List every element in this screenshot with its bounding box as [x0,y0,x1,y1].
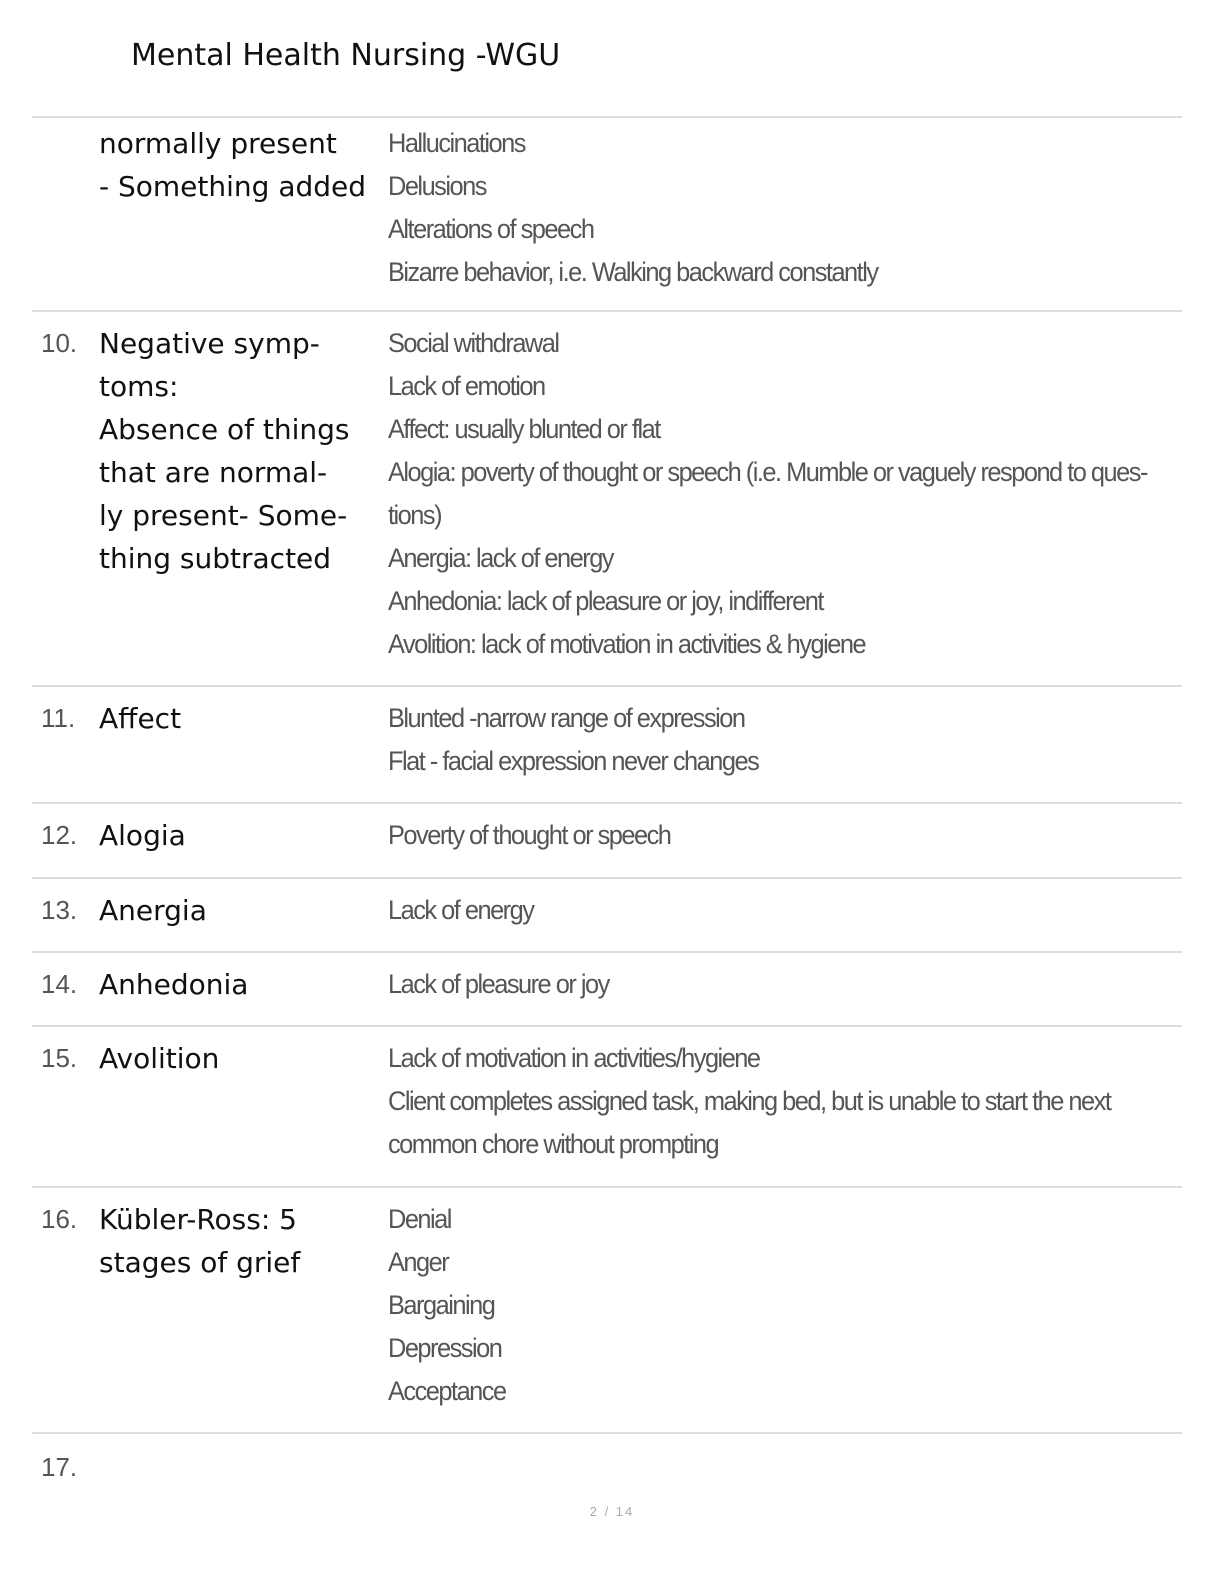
term-line: Anhedonia [99,968,249,1001]
definition-line: Lack of energy [388,895,534,925]
definition-line: Blunted -narrow range of expression [388,703,745,733]
definition-line: Anergia: lack of energy [388,543,613,573]
term-line: Kübler-Ross: 5 [99,1203,297,1236]
row-number: 17. [41,1452,78,1482]
row-number [32,122,99,310]
row-term [99,1198,388,1432]
row-term [99,963,388,1025]
definition-line: Social withdrawal [388,328,559,358]
row-definition [388,1446,1134,1494]
row-definition [388,322,1158,685]
term-line: stages of grief [99,1246,301,1279]
term-line: Alogia [99,819,186,852]
definition-line: Lack of pleasure or joy [388,969,609,999]
term-line: toms: [99,370,179,403]
row-number: 12. [41,820,78,850]
definition-line: common chore without prompting [388,1129,719,1159]
definition-line: Hallucinations [388,128,525,158]
definition-line: Lack of emotion [388,371,545,401]
definition-line: Depression [388,1333,502,1363]
term-line: - Something added [99,170,367,203]
term-line: that are normal- [99,456,328,489]
row-term [99,122,388,310]
row-definition [388,963,1134,1025]
row-definition [388,814,1134,877]
page-number: 2 / 14 [589,1504,635,1519]
row-number: 13. [41,895,78,925]
row-number: 15. [41,1043,78,1073]
table-row [32,687,1182,804]
definition-line: Acceptance [388,1376,506,1406]
definition-line: Affect: usually blunted or flat [388,414,660,444]
term-line: Anergia [99,894,207,927]
row-term [99,814,388,877]
definition-line: Poverty of thought or speech [388,820,671,850]
term-line: thing subtracted [99,542,332,575]
row-term [99,889,388,951]
definition-line: Anger [388,1247,449,1277]
term-line: ly present- Some- [99,499,348,532]
table-row [32,1434,1182,1494]
row-term [99,697,388,802]
row-definition [388,697,1134,802]
table-row [32,953,1182,1027]
definition-line: tions) [388,500,442,530]
row-number: 11. [41,703,76,733]
row-definition [388,1198,1134,1432]
term-line: Avolition [99,1042,220,1075]
definition-line: Alogia: poverty of thought or speech (i.e. Mumble or vaguely respond to ques- [388,457,1147,487]
definition-line: Anhedonia: lack of pleasure or joy, indifferent [388,586,823,616]
flashcard-table [32,116,1182,1494]
definition-line: Delusions [388,171,486,201]
row-number: 14. [41,969,78,999]
definition-line: Bizarre behavior, i.e. Walking backward constantly [388,257,878,287]
table-row [32,879,1182,953]
page-title: Mental Health Nursing -WGU [131,38,561,73]
table-row [32,804,1182,879]
definition-line: Alterations of speech [388,214,594,244]
term-line: Affect [99,702,182,735]
definition-line: Flat - facial expression never changes [388,746,759,776]
row-term [99,1446,388,1494]
table-row [32,312,1182,687]
term-line: Negative symp- [99,327,320,360]
definition-line: Avolition: lack of motivation in activities & hygiene [388,629,866,659]
definition-line: Denial [388,1204,451,1234]
row-term [99,1037,388,1186]
row-definition [388,1037,1134,1186]
table-row [32,118,1182,312]
row-definition [388,122,1134,310]
table-row [32,1188,1182,1434]
definition-line: Bargaining [388,1290,495,1320]
table-row [32,1027,1182,1188]
row-definition [388,889,1134,951]
definition-line: Client completes assigned task, making bed, but is unable to start the next [388,1086,1111,1116]
term-line: Absence of things [99,413,350,446]
term-line: normally present [99,127,337,160]
definition-line: Lack of motivation in activities/hygiene [388,1043,760,1073]
row-number: 16. [41,1204,78,1234]
row-term [99,322,388,685]
row-number: 10. [41,328,78,358]
